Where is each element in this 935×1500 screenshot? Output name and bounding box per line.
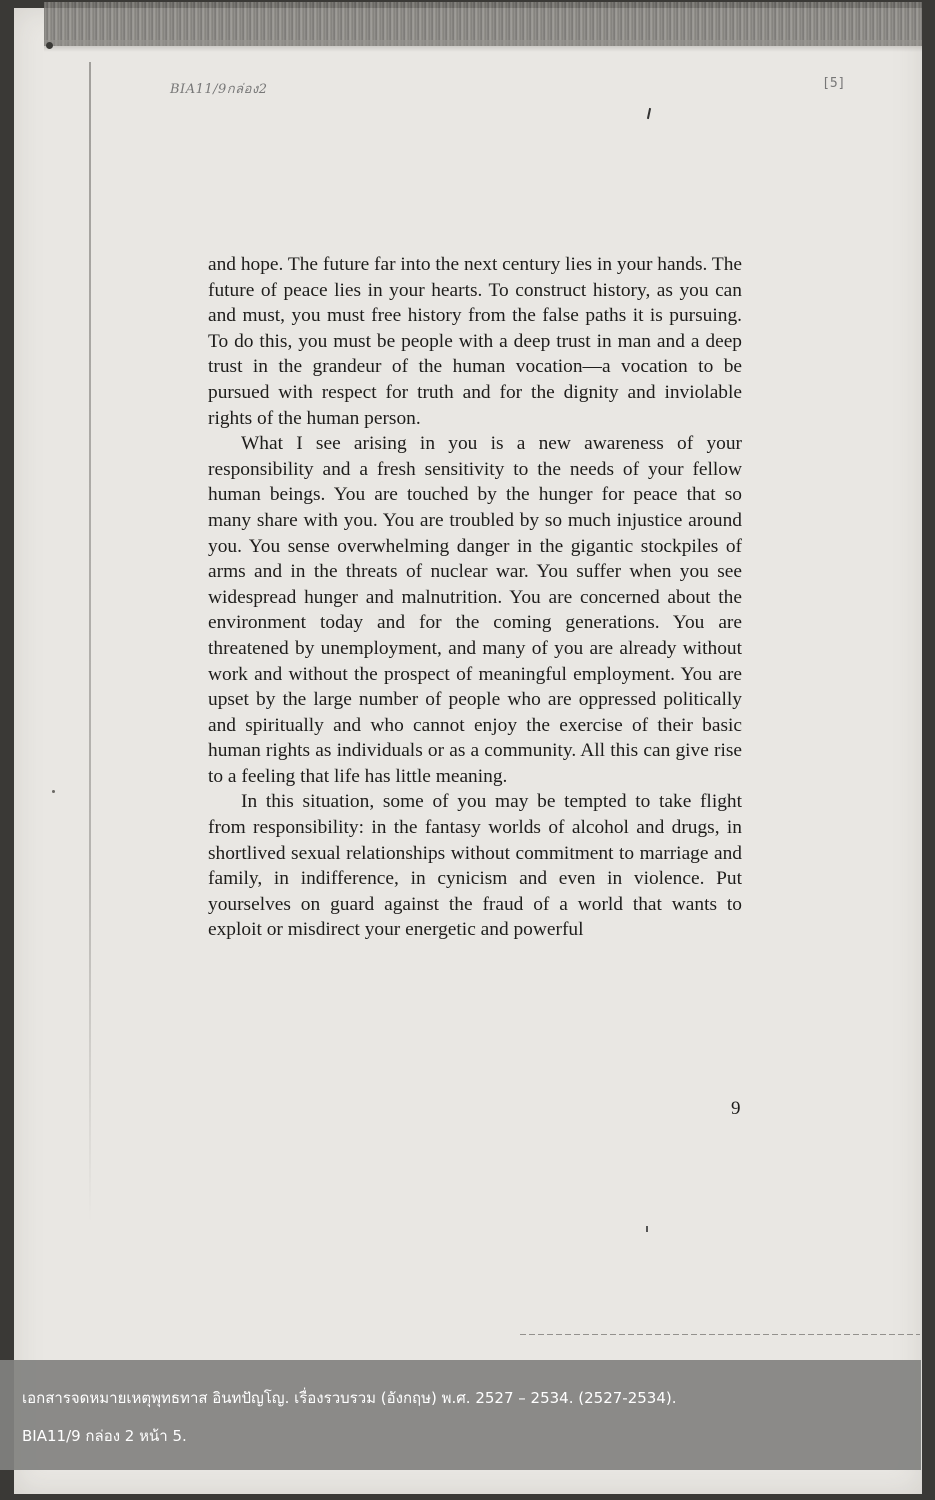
- caption-overlay: [0, 1360, 921, 1470]
- margin-fold-line: [89, 62, 91, 1222]
- caption-title: เอกสารจดหมายเหตุพุทธทาส อินทปัญโญ. เรื่องรวบรวม (อังกฤษ) พ.ศ. 2527 – 2534. (2527-2534).: [22, 1389, 677, 1407]
- archive-code-handwritten: BIA11/9กล่อง2: [170, 82, 268, 97]
- pen-mark-lower: [646, 1226, 648, 1232]
- paragraph-1: and hope. The future far into the next century lies in your hands. The future of peace lies in your hearts. To construct history, as you can and must, you must free history from the false paths it is pursuing. To do this, you must be people with a deep trust in man and a deep trust in the grandeur of the human vocation—a vocation to be pursued with respect for truth and for the dignity and inviolable rights of the human person.: [208, 254, 742, 429]
- bottom-dotted-line: [520, 1334, 920, 1335]
- page-number: 9: [731, 1098, 741, 1119]
- punch-hole: [46, 42, 53, 49]
- paragraph-2: What I see arising in you is a new awareness of your responsibility and a fresh sensitivity to the needs of your fellow human beings. You are touched by the hunger for peace that so many share with you. You are troubled by so much injustice around you. You sense overwhelming danger in the gigantic stockpiles of arms and in the threats of nuclear war. You suffer when you see widespread hunger and malnutrition. You are concerned about the environment today and for the coming generations. You are threatened by unemployment, and many of you are already without work and without the prospect of meaningful employment. You are upset by the large number of people who are oppressed politically and spiritually and who cannot enjoy the exercise of their basic human rights as individuals or as a community. All this can give rise to a feeling that life has little meaning.: [208, 433, 742, 787]
- sheet-number-handwritten: [5]: [822, 76, 846, 91]
- paper-speck: [52, 790, 55, 793]
- scan-edge-fade: [44, 40, 922, 52]
- caption-reference: BIA11/9 กล่อง 2 หน้า 5.: [22, 1427, 187, 1445]
- paragraph-3: In this situation, some of you may be tempted to take flight from responsibility: in the fantasy worlds of alcohol and drugs, in shortlived sexual relationships without commitment to marriage and family, in indifference, in cynicism and even in violence. Put yourselves on guard against the fraud of a world that wants to exploit or misdirect your energetic and powerful: [208, 791, 742, 941]
- body-text: [208, 252, 742, 943]
